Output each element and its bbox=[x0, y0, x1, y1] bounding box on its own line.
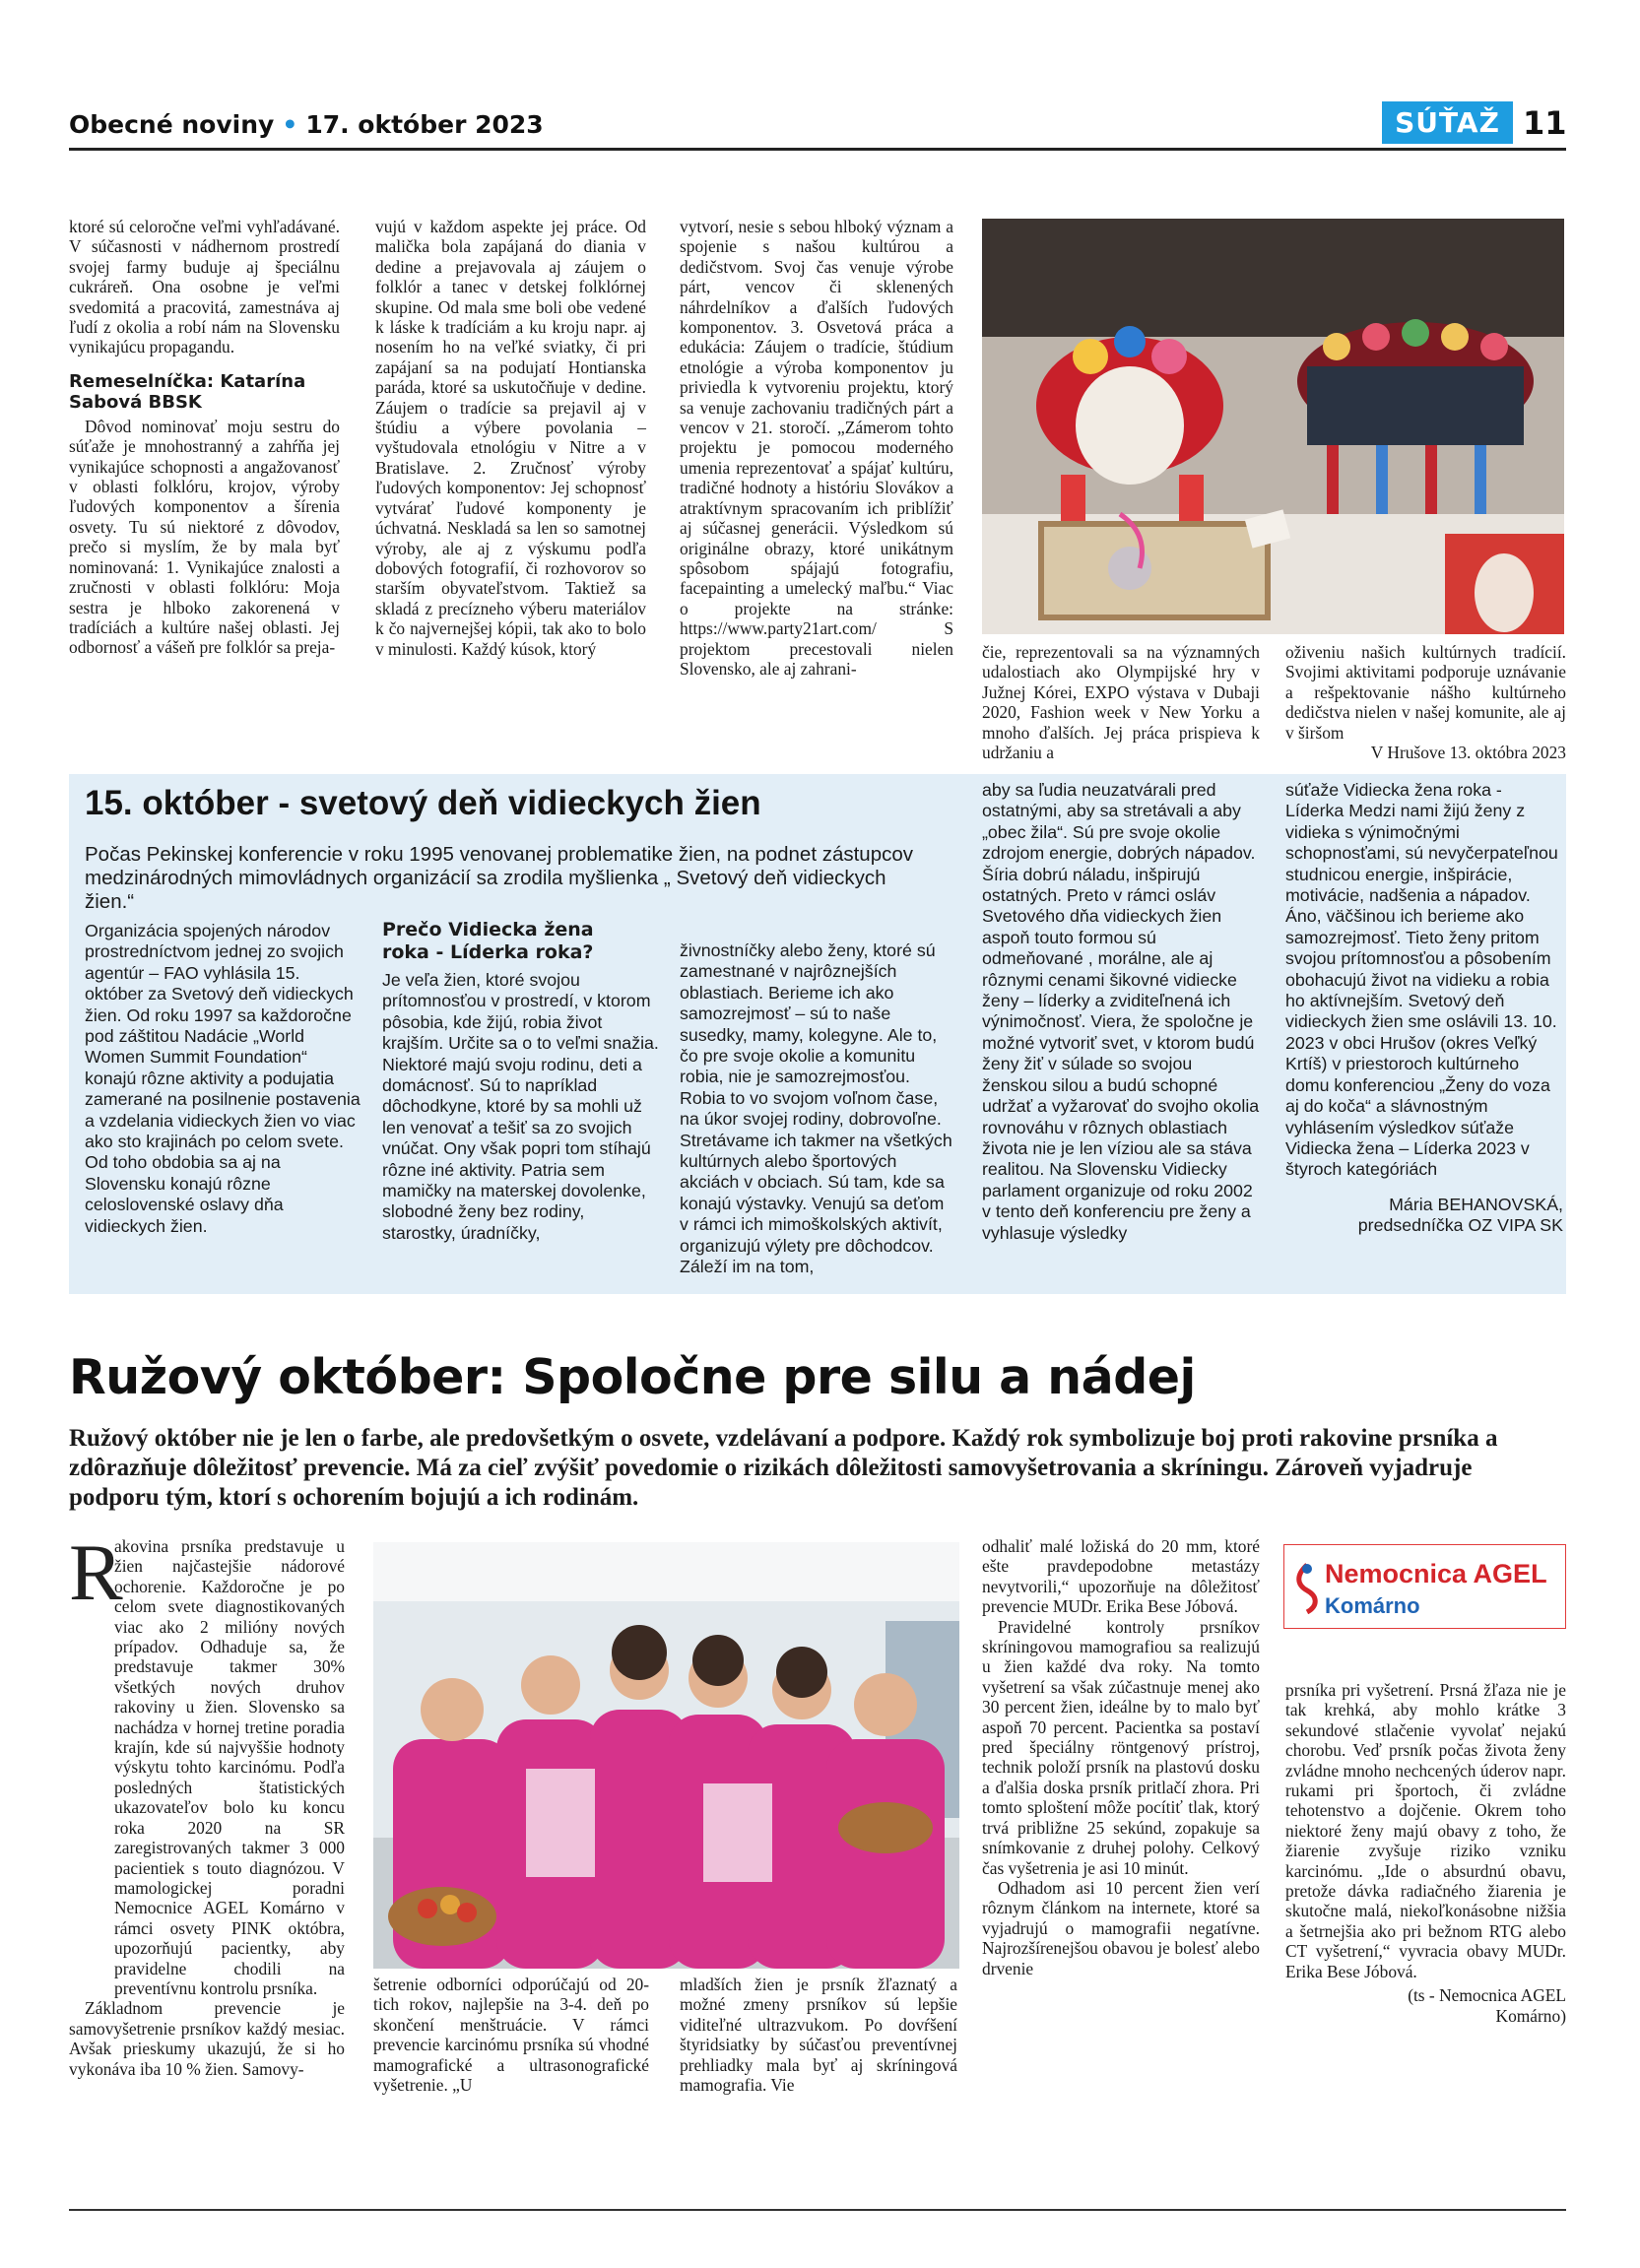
top-column-3 bbox=[680, 217, 953, 679]
paragraph: Základnom prevencie je samovyšetrenie prsníkov každý mesiac. Avšak prieskumy ukazujú, že si ho vykonáva iba 10 % žien. Samovy- bbox=[69, 1998, 345, 2079]
credit-line-1: (ts - Nemocnica AGEL bbox=[1408, 1985, 1566, 2006]
issue-date: 17. október 2023 bbox=[305, 110, 544, 139]
article-lead: Ružový október nie je len o farbe, ale predovšetkým o osvete, vzdelávaní a podpore. Každý rok symbolizuje boj proti rakovine prsníka a zdôrazňuje dôležitosť prevencie. Má za cieľ zvýšiť povedomie o rizikách dôležitosti samovyšetrovania a skríningu. Zároveň vyjadruje podporu tým, ktorí s ochorením bojujú a ich rodinám. bbox=[69, 1425, 1498, 1511]
paragraph: odhaliť malé ložiská do 20 mm, ktoré ešte pravdepodobne metastázy nevytvorili,“ upozorňuje na dôležitosť prevencie MUDr. Erika Bese Jóbová. bbox=[982, 1536, 1260, 1617]
article-column-1 bbox=[69, 1536, 345, 2079]
agel-logo-icon bbox=[1294, 1561, 1320, 1614]
author-role: predsedníčka OZ VIPA SK bbox=[1357, 1215, 1563, 1236]
dateline: V Hrušove 13. októbra 2023 bbox=[1370, 743, 1566, 763]
article-column-5 bbox=[1285, 1680, 1566, 2026]
masthead bbox=[69, 110, 544, 139]
paragraph: vujú v každom aspekte jej práce. Od malička bola zapájaná do diania v dedine a prejavovala aj záujem o folklór a tanec v detskej folklórnej skupine. Od mala sme boli obe vedené k láske k tradíciám a ku kroju napr. aj nosením ho na veľké sviatky, či pri zapájaní sa na podujatí Hontianska paráda, ktoré sa uskutočňuje v dedine. Záujem o tradície sa prejavil aj v štúdiu a výbere povolania – vyštudovala etnológiu v Nitre a v Bratislave. 2. Zručnosť výroby ľudových komponentov: Jej schopnosť vytvárať ľudové komponenty je úchvatná. Neskladá sa len so samotnej výroby, ale aj z výskumu podľa dobových fotografií, či rozhovorov so starším obyvateľstvom. Taktiež sa skladá z precízneho výberu materiálov k čo najvernejšej kópii, tak ako to bolo v minulosti. Každý kúsok, ktorý bbox=[375, 217, 646, 659]
separator-dot: • bbox=[282, 110, 298, 139]
credit-line-2: Komárno) bbox=[1495, 2005, 1566, 2026]
paragraph: ktoré sú celoročne veľmi vyhľadávané. V súčasnosti v nádhernom prostredí svojej farmy buduje aj špeciálnu cukráreň. Ona osobne je veľmi svedomitá a pracovitá, zamestnáva aj ľudí z okolia a robí nám na Slovensku vynikajúcu propagandu. bbox=[69, 217, 340, 357]
article-title: Ružový október: Spoločne pre silu a nádej bbox=[69, 1349, 1196, 1405]
logo-subtitle: Komárno bbox=[1325, 1593, 1420, 1618]
box-column-3: živnostníčky alebo ženy, ktoré sú zamestnané v najrôznejších oblastiach. Berieme ich ako samozrejmosť – sú to naše susedky, mamy, kolegyne. Ale to, čo pre svoje okolie a komunitu robia, nie je samozrejmosťou. Robia to vo svojom voľnom čase, na úkor svojej rodiny, dobrovoľne. Stretávame ich takmer na všetkých kultúrnych alebo športových akciách v obciach. Sú tam, kde sa konajú výstavky. Venujú sa deťom v rámci ich mimoškolských aktivít, organizujú výlety pre dôchodcov. Záleží im na tom, bbox=[680, 940, 952, 1277]
header-rule bbox=[69, 148, 1566, 151]
author-name: Mária BEHANOVSKÁ, bbox=[1389, 1194, 1563, 1214]
subheading: Remeselníčka: Katarína Sabová BBSK bbox=[69, 370, 306, 413]
folk-headdress-photo bbox=[982, 219, 1564, 634]
top-column-4 bbox=[982, 642, 1260, 762]
paragraph: šetrenie odborníci odporúčajú od 20-tich rokov, najlepšie na 3-4. deň po skončení menštruácie. V rámci prevencie karcinómu prsníka sú vhodné mamografické a ultrasonografické vyšetrenie. „U bbox=[373, 1975, 649, 2096]
paragraph: čie, reprezentovali sa na významných udalostiach ako Olympijské hry v Južnej Kórei, EXPO výstava v Dubaji 2020, Fashion week v New Yorku a mnoho ďalších. Jej práca prispieva k udržaniu a bbox=[982, 642, 1260, 763]
section-badge: SÚŤAŽ bbox=[1382, 101, 1513, 144]
bottom-rule bbox=[69, 2209, 1566, 2211]
paragraph: prsníka pri vyšetrení. Prsná žľaza nie je tak krehká, aby mohlo krátke 3 sekundové stlačenie vyvolať nejakú chorobu. Veď prsník počas života ženy zvládne mnoho nechcených úderov napr. rukami pri športoch, či zvládne tehotenstvo a dojčenie. Okrem toho niektoré ženy majú obavy z toho, že žiarenie zvyšuje riziko vzniku karcinómu. „Ide o absurdnú obavu, pretože dávka radiačného žiarenia je skutočne malá, niekoľkonásobne nižšia a šetrnejšia ako pri bežnom RTG alebo CT vyšetrení,“ vyvracia obavy MUDr. Erika Bese Jóbová. bbox=[1285, 1680, 1566, 1981]
box-column-2: Je veľa žien, ktoré svojou prítomnosťou v prostredí, v ktorom pôsobia, kde žijú, robia život krajším. Určite sa o to veľmi snažia. Niektoré majú svoju rodinu, deti a domácnosť. Sú to napríklad dôchodkyne, ktoré by sa mohli už len venovať a tešiť sa zo svojich vnúčat. Ony však popri tom stíhajú rôzne iné aktivity. Patria sem mamičky na materskej dovolenke, slobodné ženy bez rodiny, starostky, úradníčky, bbox=[382, 970, 659, 1243]
top-column-1 bbox=[69, 217, 340, 658]
box-title: 15. október - svetový deň vidieckych žien bbox=[85, 784, 761, 822]
paper-name: Obecné noviny bbox=[69, 110, 275, 139]
folk-headdress-illustration bbox=[982, 219, 1564, 634]
paragraph: vytvorí, nesie s sebou hlboký význam a spojenie s našou kultúrou a dedičstvom. Svoj čas venuje výrobe párt, vencov či sklenených náhrdelníkov a ďalších ľudových komponentov. 3. Osvetová práca a edukácia: Záujem o tradície, štúdium etnológie a výroba komponentov ju priviedla k vytvoreniu projektu, ktorý sa venuje zachovaniu tradičných párt a vencov v 21. storočí. „Zámerom tohto projektu je pomocou moderného umenia reprezentovať a spájať kultúru, tradičné hodnoty a históriu Slovákov a atraktívnym spracovaním ich priblížiť aj súčasnej generácii. Výsledkom sú originálne obrazy, ktoré unikátnym spôsobom spájajú fotografiu, facepainting a umelecký maľbu.“ Viac o projekte na stránke: https://www.party21art.com/ S projektom precestovali nielen Slovensko, ale aj zahrani- bbox=[680, 217, 953, 679]
drop-cap: R bbox=[69, 1527, 123, 1617]
top-column-5 bbox=[1285, 642, 1566, 762]
paragraph: Odhadom asi 10 percent žien verí rôznym článkom na internete, ktoré sa vyjadrujú o mamografii negatívne. Najrozšírenejšou obavou je bolesť alebo drvenie bbox=[982, 1877, 1260, 1978]
box-column-1: Organizácia spojených národov prostredníctvom jednej zo svojich agentúr – FAO vyhlásila 15. október za Svetový deň vidieckych žien. Od roku 1997 sa každoročne pod záštitou Nadácie „World Women Summit Foundation“ konajú rôzne aktivity a podujatia zamerané na posilnenie postavenia a vzdelania vidieckych žien vo viac ako sto krajinách po celom svete. Od toho obdobia sa aj na Slovensku konajú rôzne celoslovenské oslavy dňa vidieckych žien. bbox=[85, 921, 361, 1236]
box-column-5 bbox=[1285, 780, 1563, 1237]
box-column-4: aby sa ľudia neuzatvárali pred ostatnými, aby sa stretávali a aby „obec žila“. Sú pre svoje okolie zdrojom energie, dobrých nápadov. Šíria dobrú náladu, inšpirujú ostatných. Preto v rámci osláv Svetového dňa vidieckych žien aspoň touto formou sú odmeňované , morálne, ale aj rôznymi cenami šikovné vidiecke ženy – líderky a zviditeľnená ich výnimočnosť. Viera, že spoločne je možné vytvoriť svet, v ktorom budú ženy žiť v súlade so svojou ženskou silou a budú schopné udržať a vyžarovať do svojho okolia rovnováhu v rôznych oblastiach života nie je len víziou ale sa stáva realitou. Na Slovensku Vidiecky parlament organizuje od roku 2002 v tento deň konferenciu pre ženy a vyhlasuje výsledky bbox=[982, 780, 1260, 1243]
article-column-4 bbox=[982, 1536, 1260, 1978]
paragraph: oživeniu našich kultúrnych tradícií. Svojimi aktivitami podporuje uznávanie a rešpektovanie nášho kultúrneho dedičstva nielen v našej komunite, ale aj v širšom bbox=[1285, 642, 1566, 743]
paragraph: mladších žien je prsník žľaznatý a možné zmeny prsníkov sú lepšie viditeľné ultrazvukom. Po dovŕšení štyridsiatky by súčasťou preventívnej prehliadky mala byť aj skríningová mamografia. Vie bbox=[680, 1975, 957, 2096]
paragraph: akovina prsníka predstavuje u žien najčastejšie nádorové ochorenie. Každoročne je po celom svete diagnostikovaných viac ako 2 milióny nových prípadov. Odhaduje sa, že predstavuje takmer 30% všetkých nových druhov rakoviny u žien. Slovensko sa nachádza v hornej tretine poradia krajín, kde sú najvyššie hodnoty výskytu tohto karcinómu. Podľa posledných štatistických ukazovateľov bolo ku koncu roka 2020 na SR zaregistrovaných takmer 3 000 pacientiek s touto diagnózou. V mamologickej poradni Nemocnice AGEL Komárno v rámci osvety PINK októbra, upozorňujú pacientky, aby pravidelne chodili na preventívnu kontrolu prsníka. bbox=[114, 1536, 345, 1998]
box-subheading: Prečo Vidiecka žena roka - Líderka roka? bbox=[382, 919, 594, 963]
group-photo-illustration bbox=[373, 1542, 959, 1969]
logo-title: Nemocnica AGEL bbox=[1325, 1559, 1547, 1588]
paragraph: súťaže Vidiecka žena roka - Líderka Medzi nami žijú ženy z vidieka s výnimočnými schopnosťami, sú nevyčerpateľnou studnicou energie, inšpirácie, motivácie, nadšenia a nápadov. Áno, väčšinou ich berieme ako samozrejmosť. Tieto ženy pritom svojou prítomnosťou a pôsobením obohacujú život na vidieku a robia ho aktívnejším. Svetový deň vidieckych žien sme oslávili 13. 10. 2023 v obci Hrušov (okres Veľký Krtíš) v priestoroch kultúrneho domu konferenciou „Ženy do voza aj do koča“ a slávnostným vyhlásením výsledkov súťaže Vidiecka žena – Líderka 2023 v štyroch kategóriách bbox=[1285, 780, 1558, 1180]
box-lead: Počas Pekinskej konferencie v roku 1995 venovanej problematike žien, na podnet zástupcov medzinárodných mimovládnych organizácií sa zrodila myšlienka „ Svetový deň vidieckych žien.“ bbox=[85, 843, 914, 913]
paragraph: Dôvod nominovať moju sestru do súťaže je mnohostranný a zahŕňa jej vynikajúce schopnosti a angažovanosť v oblasti folklóru, krojov, výroby ľudových komponentov a šírenia osvety. Tu sú niektoré z dôvodov, prečo si myslím, že by mala byť nominovaná: 1. Vynikajúce znalosti a zručnosti v oblasti folklóru: Moja sestra je hlboko zakorenená v tradíciách a kultúre našej oblasti. Jej odbornosť a vášeň pre folklór sa preja- bbox=[69, 416, 340, 658]
article-column-2 bbox=[373, 1975, 649, 2095]
page-number: 11 bbox=[1523, 104, 1567, 142]
top-column-2 bbox=[375, 217, 646, 659]
article-column-3 bbox=[680, 1975, 957, 2095]
paragraph: Pravidelné kontroly prsníkov skríningovou mamografiou sa realizujú u žien každé dva roky. Na tomto vyšetrení sa však zúčastnuje menej ako 30 percent žien, ideálne by to malo byť aspoň 70 percent. Pacientka sa postaví pred špeciálny röntgenový prístroj, technik položí prsník na plastovú dosku a ďalšia doska prsník pritlačí zhora. Pri tomto sploštení môže pocítiť tlak, ktorý trvá približne 25 sekúnd, zopakuje sa snímkovanie z druhej polohy. Celkový čas vyšetrenia je asi 10 minút. bbox=[982, 1616, 1260, 1878]
pink-october-group-photo bbox=[373, 1542, 959, 1969]
